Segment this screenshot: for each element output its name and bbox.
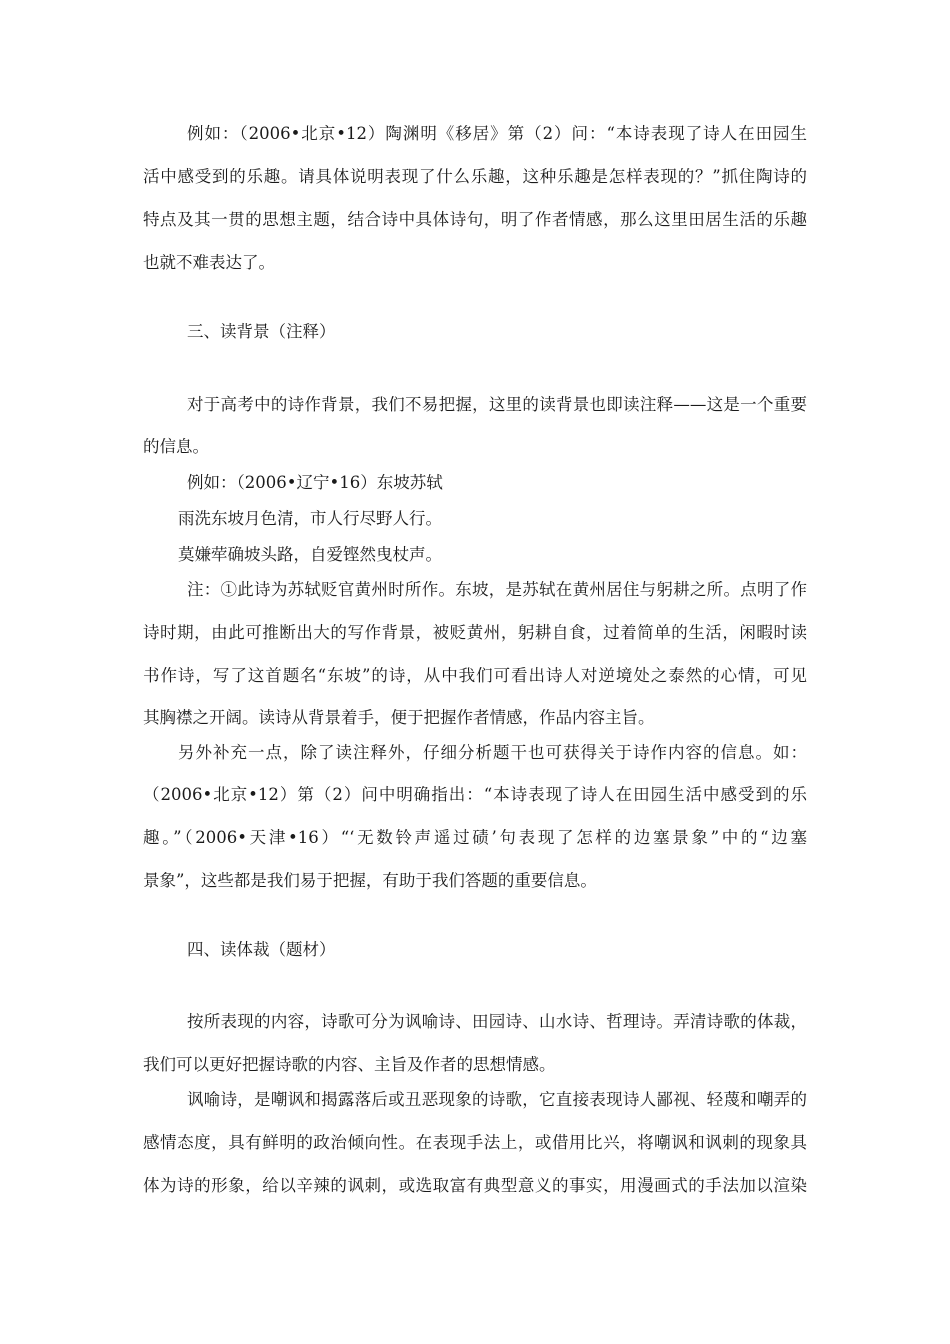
text-line: 活中感受到的乐趣。请具体说明表现了什么乐趣，这种乐趣是怎样表现的？”抓住陶诗的 — [143, 167, 807, 186]
section-heading: 三、读背景（注释） — [187, 322, 336, 341]
text-line: 书作诗，写了这首题名“东坡”的诗，从中我们可看出诗人对逆境处之泰然的心情，可见 — [143, 666, 807, 685]
example-label: 例如：（2006•辽宁•16）东坡苏轼 — [187, 473, 443, 492]
text-line: 体为诗的形象，给以辛辣的讽刺，或选取富有典型意义的事实，用漫画式的手法加以渲染 — [143, 1176, 807, 1195]
text-line: 特点及其一贯的思想主题，结合诗中具体诗句，明了作者情感，那么这里田居生活的乐趣 — [143, 210, 807, 229]
text-line: 景象”，这些都是我们易于把握，有助于我们答题的重要信息。 — [143, 871, 597, 890]
text-line: 其胸襟之开阔。读诗从背景着手，便于把握作者情感，作品内容主旨。 — [143, 708, 655, 727]
poem-line: 莫嫌荦确坡头路，自爱铿然曳杖声。 — [178, 545, 442, 564]
text-line: 注：①此诗为苏轼贬官黄州时所作。东坡，是苏轼在黄州居住与躬耕之所。点明了作 — [187, 580, 807, 599]
text-line: 我们可以更好把握诗歌的内容、主旨及作者的思想情感。 — [143, 1055, 556, 1074]
text-line: 感情态度，具有鲜明的政治倾向性。在表现手法上，或借用比兴，将嘲讽和讽刺的现象具 — [143, 1133, 807, 1152]
text-line: 按所表现的内容，诗歌可分为讽喻诗、田园诗、山水诗、哲理诗。弄清诗歌的体裁， — [187, 1012, 807, 1031]
text-line: 另外补充一点，除了读注释外，仔细分析题干也可获得关于诗作内容的信息。如： — [178, 743, 807, 762]
section-heading: 四、读体裁（题材） — [187, 940, 336, 959]
text-line: 诗时期，由此可推断出大的写作背景，被贬黄州，躬耕自食，过着简单的生活，闲暇时读 — [143, 623, 807, 642]
text-line: （2006•北京•12）第（2）问中明确指出：“本诗表现了诗人在田园生活中感受到的乐 — [143, 785, 807, 804]
text-line: 例如：（2006•北京•12）陶渊明《移居》第（2）问：“本诗表现了诗人在田园生 — [187, 124, 807, 143]
text-line: 讽喻诗，是嘲讽和揭露落后或丑恶现象的诗歌，它直接表现诗人鄙视、轻蔑和嘲弄的 — [187, 1090, 807, 1109]
text-line: 的信息。 — [143, 437, 209, 456]
text-line: 趣。”（2006•天津•16）“‘无数铃声遥过碛’句表现了怎样的边塞景象”中的“边塞 — [143, 828, 807, 847]
text-line: 对于高考中的诗作背景，我们不易把握，这里的读背景也即读注释——这是一个重要 — [187, 395, 807, 414]
poem-line: 雨洗东坡月色清，市人行尽野人行。 — [178, 509, 442, 528]
text-line: 也就不难表达了。 — [143, 253, 275, 272]
